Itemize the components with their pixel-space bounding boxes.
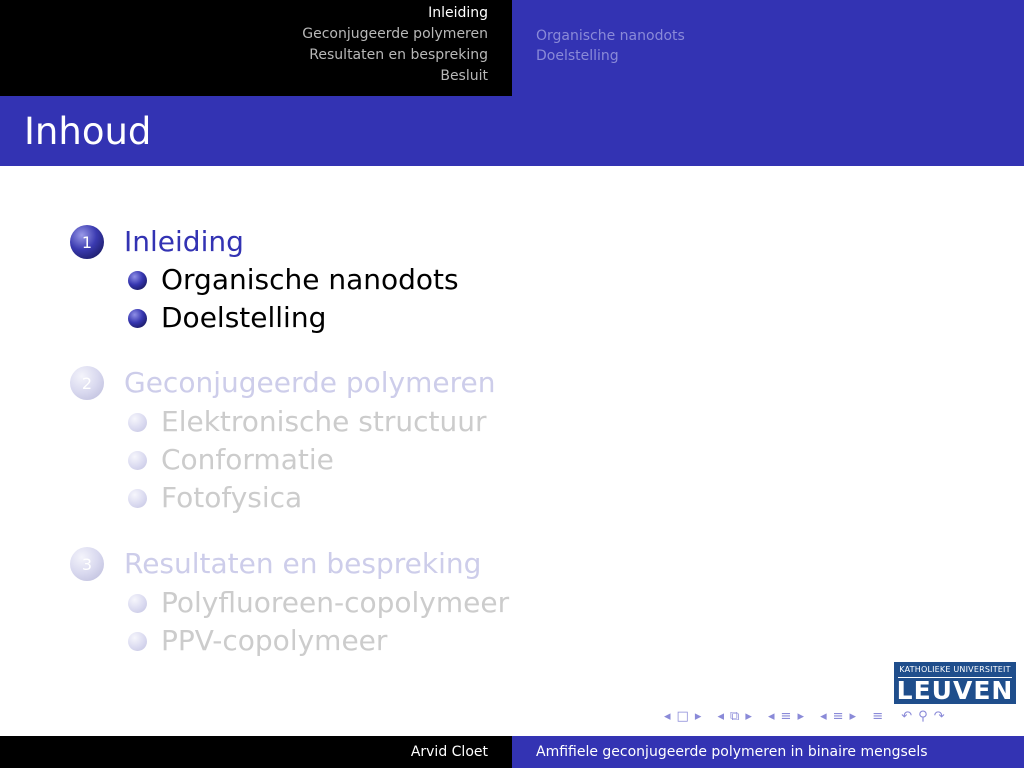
section-number-ball: [70, 547, 104, 581]
toc-section-title[interactable]: Geconjugeerde polymeren: [124, 366, 496, 399]
nav-toc-icon[interactable]: ≡: [872, 709, 884, 724]
section-number-ball: [70, 366, 104, 400]
header-section-besluit[interactable]: Besluit: [440, 68, 488, 84]
toc-subsection-title[interactable]: Elektronische structuur: [161, 405, 487, 438]
nav-frame-icon[interactable]: □: [676, 709, 689, 724]
nav-search-icon[interactable]: ⚲: [918, 709, 928, 724]
header-sections: [0, 0, 512, 96]
footer-author-bar: [0, 736, 512, 768]
bullet-icon: [128, 632, 147, 651]
footer-author: Arvid Cloet: [410, 744, 488, 760]
nav-prev-section-icon[interactable]: ◂: [768, 709, 775, 724]
toc-subsection-title[interactable]: Organische nanodots: [161, 263, 459, 296]
slide-title: Inhoud: [24, 110, 152, 153]
header-section-geconjugeerde-polymeren[interactable]: Geconjugeerde polymeren: [302, 26, 488, 42]
header-subsection-organische-nanodots[interactable]: Organische nanodots: [536, 28, 685, 44]
nav-subsection-icon[interactable]: ⧉: [730, 709, 740, 724]
toc-subsection-title[interactable]: Doelstelling: [161, 301, 327, 334]
bullet-icon: [128, 271, 147, 290]
section-number: 3: [81, 554, 93, 574]
section-number: 1: [81, 232, 93, 252]
bullet-icon: [128, 309, 147, 328]
header-subsection-doelstelling[interactable]: Doelstelling: [536, 48, 619, 64]
nav-next-frame-icon[interactable]: ▸: [694, 709, 702, 724]
logo-top-text: KATHOLIEKE UNIVERSITEIT: [899, 665, 1011, 674]
navigation-symbols: [664, 709, 951, 729]
bullet-icon: [128, 489, 147, 508]
title-bar: [0, 96, 1024, 166]
header-section-inleiding[interactable]: Inleiding: [428, 5, 488, 21]
bullet-icon: [128, 451, 147, 470]
bullet-icon: [128, 594, 147, 613]
footer-title: Amfifiele geconjugeerde polymeren in binaire mengsels: [536, 744, 928, 760]
nav-forward-icon[interactable]: ↷: [933, 709, 945, 724]
nav-next-section-icon[interactable]: ▸: [849, 709, 857, 724]
logo-word: LEUVEN: [896, 676, 1014, 705]
section-number: 2: [81, 373, 93, 393]
nav-prev-section-icon[interactable]: ◂: [820, 709, 827, 724]
nav-section-icon[interactable]: ≡: [832, 709, 844, 724]
toc-subsection-title[interactable]: Conformatie: [161, 443, 334, 476]
section-number-ball: [70, 225, 104, 259]
header-section-resultaten[interactable]: Resultaten en bespreking: [309, 47, 488, 63]
ku-leuven-logo: [894, 662, 1016, 704]
nav-back-icon[interactable]: ↶: [901, 709, 913, 724]
nav-prev-frame-icon[interactable]: ◂: [664, 709, 671, 724]
toc-subsection-title[interactable]: PPV-copolymeer: [161, 624, 388, 657]
footer-title-bar: [512, 736, 1024, 768]
toc-section-title[interactable]: Resultaten en bespreking: [124, 547, 482, 580]
nav-section-icon[interactable]: ≡: [780, 709, 792, 724]
header-subsections: [512, 0, 1024, 96]
nav-prev-subsection-icon[interactable]: ◂: [717, 709, 725, 724]
toc-subsection-title[interactable]: Polyfluoreen-copolymeer: [161, 586, 510, 619]
nav-next-section-icon[interactable]: ▸: [797, 709, 804, 724]
toc-section-title[interactable]: Inleiding: [124, 225, 244, 258]
toc-subsection-title[interactable]: Fotofysica: [161, 481, 303, 514]
bullet-icon: [128, 413, 147, 432]
nav-next-subsection-icon[interactable]: ▸: [745, 709, 752, 724]
